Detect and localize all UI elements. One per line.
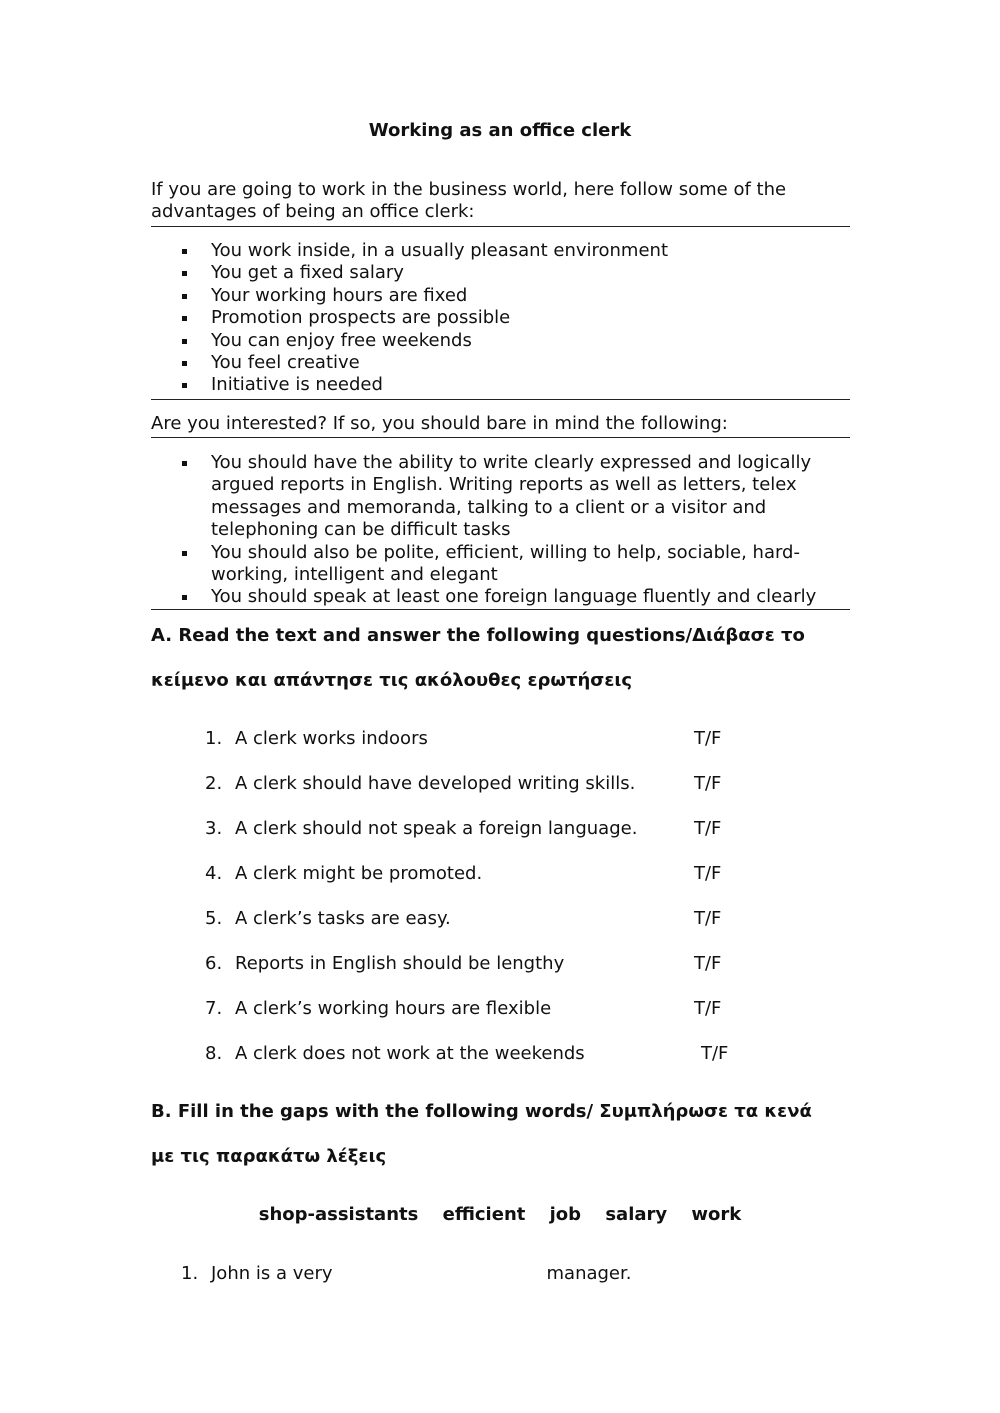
fill-sentence: [181, 1263, 781, 1285]
word-bank-item: job: [549, 1204, 582, 1225]
question-number: 1.: [205, 728, 223, 749]
list-item: Your working hours are fixed: [151, 285, 850, 307]
divider: [151, 226, 850, 227]
true-false-option[interactable]: T/F: [694, 728, 722, 749]
list-item: You get a fixed salary: [151, 262, 850, 284]
true-false-option[interactable]: T/F: [701, 1043, 729, 1064]
question-text: A clerk works indoors: [235, 728, 428, 749]
sentence-end: manager.: [546, 1263, 632, 1284]
question-row: [205, 953, 765, 975]
list-item: You work inside, in a usually pleasant environment: [151, 240, 850, 262]
list-item: You should also be polite, efficient, willing to help, sociable, hard-working, intelligent and elegant: [151, 542, 850, 587]
list-item: Promotion prospects are possible: [151, 307, 850, 329]
question-number: 4.: [205, 863, 223, 884]
true-false-option[interactable]: T/F: [694, 818, 722, 839]
question-text: A clerk might be promoted.: [235, 863, 483, 884]
list-item: You should speak at least one foreign language fluently and clearly: [151, 586, 850, 608]
question-number: 5.: [205, 908, 223, 929]
true-false-option[interactable]: T/F: [694, 773, 722, 794]
page-title: Working as an office clerk: [368, 120, 632, 141]
question-text: A clerk should not speak a foreign language.: [235, 818, 638, 839]
interest-line: Are you interested? If so, you should bare in mind the following:: [151, 413, 728, 434]
sentence-start: John is a very: [211, 1263, 333, 1284]
sentence-number: 1.: [181, 1263, 199, 1284]
question-row: [205, 863, 765, 885]
word-bank-item: shop-assistants: [258, 1204, 419, 1225]
divider: [151, 609, 850, 610]
section-b-heading: B. Fill in the gaps with the following words/ Συμπλήρωσε τα κενά: [151, 1101, 812, 1122]
list-item: Initiative is needed: [151, 374, 850, 396]
question-row: [205, 1043, 765, 1065]
word-bank-item: efficient: [442, 1204, 526, 1225]
question-row: [205, 773, 765, 795]
question-number: 6.: [205, 953, 223, 974]
section-a-heading: A. Read the text and answer the following questions/Διάβασε το: [151, 625, 805, 646]
list-item: You feel creative: [151, 352, 850, 374]
list-item: You can enjoy free weekends: [151, 330, 850, 352]
question-text: A clerk’s working hours are flexible: [235, 998, 552, 1019]
question-number: 2.: [205, 773, 223, 794]
question-number: 3.: [205, 818, 223, 839]
question-row: [205, 998, 765, 1020]
intro-paragraph: If you are going to work in the business world, here follow some of the advantages of being an office clerk:: [151, 179, 787, 222]
question-number: 8.: [205, 1043, 223, 1064]
question-row: [205, 728, 765, 750]
true-false-option[interactable]: T/F: [694, 953, 722, 974]
divider: [151, 399, 850, 400]
section-b-heading-greek: με τις παρακάτω λέξεις: [151, 1146, 387, 1167]
word-bank-item: salary: [605, 1204, 668, 1225]
requirements-list: [151, 452, 850, 609]
advantages-list: [151, 240, 850, 397]
question-text: Reports in English should be lengthy: [235, 953, 565, 974]
list-item: You should have the ability to write clearly expressed and logically argued reports in English. Writing reports as well as letters, telex messages and memoranda, talking to a client or a visitor and telephoning can be difficult tasks: [151, 452, 850, 542]
divider: [151, 437, 850, 438]
question-row: [205, 908, 765, 930]
question-text: A clerk should have developed writing skills.: [235, 773, 636, 794]
word-bank: [0, 1204, 1000, 1225]
question-number: 7.: [205, 998, 223, 1019]
true-false-option[interactable]: T/F: [694, 998, 722, 1019]
question-text: A clerk does not work at the weekends: [235, 1043, 585, 1064]
question-text: A clerk’s tasks are easy.: [235, 908, 451, 929]
section-a-heading-greek: κείμενο και απάντησε τις ακόλουθες ερωτήσεις: [151, 670, 633, 691]
true-false-option[interactable]: T/F: [694, 863, 722, 884]
word-bank-item: work: [691, 1204, 742, 1225]
question-row: [205, 818, 765, 840]
true-false-option[interactable]: T/F: [694, 908, 722, 929]
